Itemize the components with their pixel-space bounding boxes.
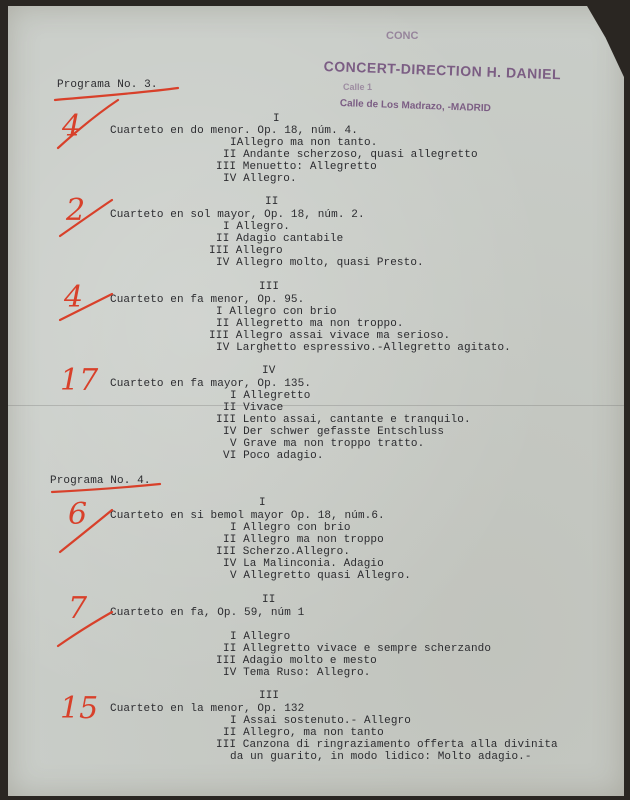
fold-line <box>8 405 624 406</box>
quartet-title: Cuarteto en si bemol mayor Op. 18, núm.6. <box>110 510 385 522</box>
movement: IV Larghetto espressivo.-Allegretto agitato. <box>216 342 511 354</box>
movement: III Allegro assai vivace ma serioso. <box>209 330 451 342</box>
movement: da un guarito, in modo lidico: Molto adagio.- <box>230 751 532 763</box>
movement: I Allegretto <box>230 390 311 402</box>
movement: VI Poco adagio. <box>223 450 324 462</box>
handwritten-number: 4 <box>62 109 82 144</box>
movement: I Allegro. <box>223 221 291 233</box>
handwritten-number: 7 <box>68 591 88 626</box>
handwritten-number: 4 <box>64 280 84 315</box>
movement: III Scherzo.Allegro. <box>216 546 351 558</box>
movement: IV La Malinconia. Adagio <box>223 558 384 570</box>
quartet-number: IV <box>262 365 276 377</box>
programa-4-title: Programa No. 4. <box>50 475 151 487</box>
movement: III Lento assai, cantante e tranquilo. <box>216 414 471 426</box>
quartet-number: I <box>259 497 266 509</box>
movement: I Allegro con brio <box>216 306 337 318</box>
movement: I Allegro <box>230 631 291 643</box>
quartet-number: II <box>265 196 279 208</box>
handwritten-number: 17 <box>60 363 99 398</box>
handwritten-number: 6 <box>68 497 88 532</box>
movement: IV Tema Ruso: Allegro. <box>223 667 371 679</box>
quartet-number: I <box>273 113 280 125</box>
movement: II Allegro, ma non tanto <box>223 727 384 739</box>
handwritten-number: 15 <box>60 691 99 726</box>
movement: IV Allegro molto, quasi Presto. <box>216 257 424 269</box>
quartet-title: Cuarteto en sol mayor, Op. 18, núm. 2. <box>110 209 365 221</box>
movement: I Assai sostenuto.- Allegro <box>230 715 411 727</box>
movement: IV Der schwer gefasste Entschluss <box>223 426 445 438</box>
quartet-number: III <box>259 690 280 702</box>
movement: III Adagio molto e mesto <box>216 655 377 667</box>
stamp-line-2: Calle 1 <box>343 82 373 92</box>
quartet-number: II <box>262 594 276 606</box>
movement: V Allegretto quasi Allegro. <box>230 570 411 582</box>
movement: III Menuetto: Allegretto <box>216 161 377 173</box>
quartet-title: Cuarteto en fa, Op. 59, núm 1 <box>110 607 305 619</box>
stamp-line-3: Calle de Los Madrazo, -MADRID <box>339 98 492 115</box>
quartet-title: Cuarteto en fa menor, Op. 95. <box>110 294 305 306</box>
stamp-line-0: CONC <box>386 30 419 42</box>
movement: IAllegro ma non tanto. <box>230 137 378 149</box>
quartet-title: Cuarteto en fa mayor, Op. 135. <box>110 378 312 390</box>
quartet-number: III <box>259 281 280 293</box>
movement: IV Allegro. <box>223 173 297 185</box>
programa-3-title: Programa No. 3. <box>57 79 158 91</box>
stamp-line-1: CONCERT-DIRECTION H. DANIEL <box>323 58 562 83</box>
movement: V Grave ma non troppo tratto. <box>230 438 425 450</box>
movement: II Allegretto ma non troppo. <box>216 318 404 330</box>
movement: I Allegro con brio <box>230 522 351 534</box>
movement: II Vivace <box>223 402 284 414</box>
movement: II Andante scherzoso, quasi allegretto <box>223 149 478 161</box>
movement: II Adagio cantabile <box>216 233 344 245</box>
handwritten-number: 2 <box>66 193 86 228</box>
movement: III Allegro <box>209 245 283 257</box>
movement: II Allegretto vivace e sempre scherzando <box>223 643 492 655</box>
quartet-title: Cuarteto en do menor. Op. 18, núm. 4. <box>110 125 358 137</box>
movement: III Canzona di ringraziamento offerta alla divinita <box>216 739 558 751</box>
movement: II Allegro ma non troppo <box>223 534 384 546</box>
quartet-title: Cuarteto en la menor, Op. 132 <box>110 703 305 715</box>
